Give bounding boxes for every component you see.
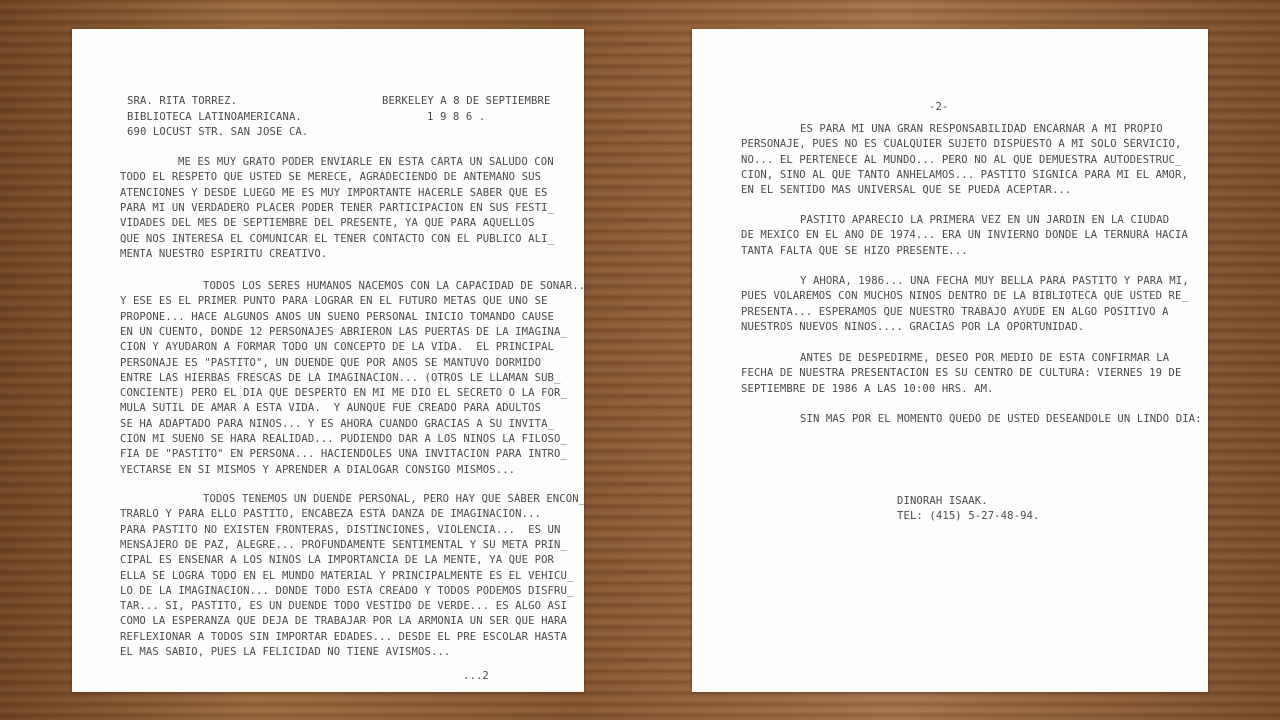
text-line: PRESENTA... ESPERAMOS QUE NUESTRO TRABAJO AYUDE EN ALGO POSITIVO A	[741, 305, 1169, 318]
text-line: TODOS TENEMOS UN DUENDE PERSONAL, PERO HAY QUE SABER ENCON_	[203, 493, 586, 505]
recipient-address: 690 LOCUST STR. SAN JOSE CA.	[127, 126, 309, 138]
text-line: LO DE LA IMAGINACION... DONDE TODO ESTA CREADO Y TODOS PODEMOS DISFRU_	[120, 584, 574, 597]
recipient-name: SRA. RITA TORREZ.	[127, 95, 238, 107]
text-line: Y ESE ES EL PRIMER PUNTO PARA LOGRAR EN EL FUTURO METAS QUE UNO SE	[120, 295, 548, 308]
text-line: Y AHORA, 1986... UNA FECHA MUY BELLA PARA PASTITO Y PARA MI,	[800, 275, 1189, 287]
text-line: TAR... SI, PASTITO, ES UN DUENDE TODO VESTIDO DE VERDE... ES ALGO ASI	[120, 600, 567, 613]
text-line: CION MI SUENO SE HARA REALIDAD... PUDIENDO DAR A LOS NINOS LA FILOSO_	[120, 433, 567, 445]
text-line: ATENCIONES Y DESDE LUEGO ME ES MUY IMPORTANTE HACERLE SABER QUE ES	[120, 186, 548, 199]
signature-name: DINORAH ISAAK.	[897, 495, 988, 507]
text-line: PARA MI UN VERDADERO PLACER PODER TENER PARTICIPACION EN SUS FESTI_	[120, 201, 555, 214]
text-line: FIA DE "PASTITO" EN PERSONA... HACIENDOLES UNA INVITACION PARA INTRO_	[120, 448, 567, 461]
text-line: CONCIENTE) PERO EL DIA QUE DESPERTO EN MI ME DIO EL SECRETO O LA FOR_	[120, 387, 567, 400]
text-line: ME ES MUY GRATO PODER ENVIARLE EN ESTA CARTA UN SALUDO CON	[178, 156, 554, 168]
text-line: SEPTIEMBRE DE 1986 A LAS 10:00 HRS. AM.	[741, 382, 994, 395]
text-line: ANTES DE DESPEDIRME, DESEO POR MEDIO DE ESTA CONFIRMAR LA	[800, 352, 1170, 364]
letter-year: 1 9 8 6 .	[427, 111, 486, 123]
text-line: PROPONE... HACE ALGUNOS ANOS UN SUENO PERSONAL INICIO TOMANDO CAUSE	[120, 310, 555, 323]
text-line: PERSONAJE, PUES NO ES CUALQUIER SUJETO DISPUESTO A MI SOLO SERVICIO,	[741, 138, 1182, 151]
text-line: PERSONAJE ES "PASTITO", UN DUENDE QUE POR ANOS SE MANTUVO DORMIDO	[120, 356, 542, 369]
letter-page-1	[72, 29, 592, 692]
text-line: PARA PASTITO NO EXISTEN FRONTERAS, DISTINCIONES, VIOLENCIA... ES UN	[120, 523, 561, 536]
text-line: EL MAS SABIO, PUES LA FELICIDAD NO TIENE AVISMOS...	[120, 646, 451, 658]
text-line: MENTA NUESTRO ESPIRITU CREATIVO.	[120, 247, 328, 260]
text-line: TODOS LOS SERES HUMANOS NACEMOS CON LA CAPACIDAD DE SONAR...	[203, 280, 592, 292]
text-line: REFLEXIONAR A TODOS SIN IMPORTAR EDADES... DESDE EL PRE ESCOLAR HASTA	[120, 630, 567, 643]
text-line: ELLA SE LOGRA TODO EN EL MUNDO MATERIAL Y PRINCIPALMENTE ES EL VEHICU_	[120, 569, 574, 582]
text-line: TODO EL RESPETO QUE USTED SE MERECE, AGRADECIENDO DE ANTEMANO SUS	[120, 171, 542, 184]
text-line: QUE NOS INTERESA EL COMUNICAR EL TENER CONTACTO CON EL PUBLICO ALI_	[120, 232, 555, 245]
continued-marker: ...2	[463, 670, 489, 682]
text-line: EN UN CUENTO, DONDE 12 PERSONAJES ABRIERON LAS PUERTAS DE LA IMAGINA_	[120, 325, 567, 338]
text-line: ENTRE LAS HIERBAS FRESCAS DE LA IMAGINACION... (OTROS LE LLAMAN SUB_	[120, 371, 561, 384]
text-line: FECHA DE NUESTRA PRESENTACION ES SU CENTRO DE CULTURA: VIERNES 19 DE	[741, 367, 1182, 380]
text-line: NUESTROS NUEVOS NINOS.... GRACIAS POR LA OPORTUNIDAD.	[741, 320, 1085, 333]
text-line: ES PARA MI UNA GRAN RESPONSABILIDAD ENCARNAR A MI PROPIO	[800, 123, 1163, 135]
recipient-institution: BIBLIOTECA LATINOAMERICANA.	[127, 111, 302, 123]
text-line: SE HA ADAPTADO PARA NINOS... Y ES AHORA CUANDO GRACIAS A SU INVITA_	[120, 417, 555, 430]
text-line: TANTA FALTA QUE SE HIZO PRESENTE...	[741, 244, 968, 257]
text-line: SIN MAS POR EL MOMENTO QUEDO DE USTED DESEANDOLE UN LINDO DIA:	[800, 413, 1202, 425]
text-line: EN EL SENTIDO MAS UNIVERSAL QUE SE PUEDA ACEPTAR...	[741, 184, 1072, 197]
page-number: -2-	[929, 101, 949, 113]
text-line: VIDADES DEL MES DE SEPTIEMBRE DEL PRESENTE, YA QUE PARA AQUELLOS	[120, 217, 535, 230]
text-line: COMO LA ESPERANZA QUE DEJA DE TRABAJAR POR LA ARMONIA UN SER QUE HARA	[120, 615, 567, 628]
letter-page-2	[692, 29, 1208, 692]
signature-phone: TEL: (415) 5-27-48-94.	[897, 510, 1040, 522]
text-line: PUES VOLAREMOS CON MUCHOS NINOS DENTRO DE LA BIBLIOTECA QUE USTED RE_	[741, 290, 1188, 303]
letter-date: BERKELEY A 8 DE SEPTIEMBRE	[382, 95, 551, 107]
text-line: CION, SINO AL QUE TANTO ANHELAMOS... PASTITO SIGNICA PARA MI EL AMOR,	[741, 168, 1188, 181]
text-line: PASTITO APARECIO LA PRIMERA VEZ EN UN JARDIN EN LA CIUDAD	[800, 214, 1170, 226]
text-line: MULA SUTIL DE AMAR A ESTA VIDA. Y AUNQUE FUE CREADO PARA ADULTOS	[120, 402, 542, 415]
text-line: MENSAJERO DE PAZ, ALEGRE... PROFUNDAMENTE SENTIMENTAL Y SU META PRIN_	[120, 538, 567, 551]
text-line: DE MEXICO EN EL ANO DE 1974... ERA UN INVIERNO DONDE LA TERNURA HACIA	[741, 229, 1188, 242]
text-line: TRARLO Y PARA ELLO PASTITO, ENCABEZA ESTA DANZA DE IMAGINACION...	[120, 508, 542, 521]
text-line: CION Y AYUDARON A FORMAR TODO UN CONCEPTO DE LA VIDA. EL PRINCIPAL	[120, 341, 555, 354]
text-line: NO... EL PERTENECE AL MUNDO... PERO NO AL QUE DEMUESTRA AUTODESTRUC_	[741, 153, 1182, 166]
text-line: YECTARSE EN SI MISMOS Y APRENDER A DIALOGAR CONSIGO MISMOS...	[120, 463, 516, 476]
text-line: CIPAL ES ENSENAR A LOS NINOS LA IMPORTANCIA DE LA MENTE, YA QUE POR	[120, 554, 555, 567]
